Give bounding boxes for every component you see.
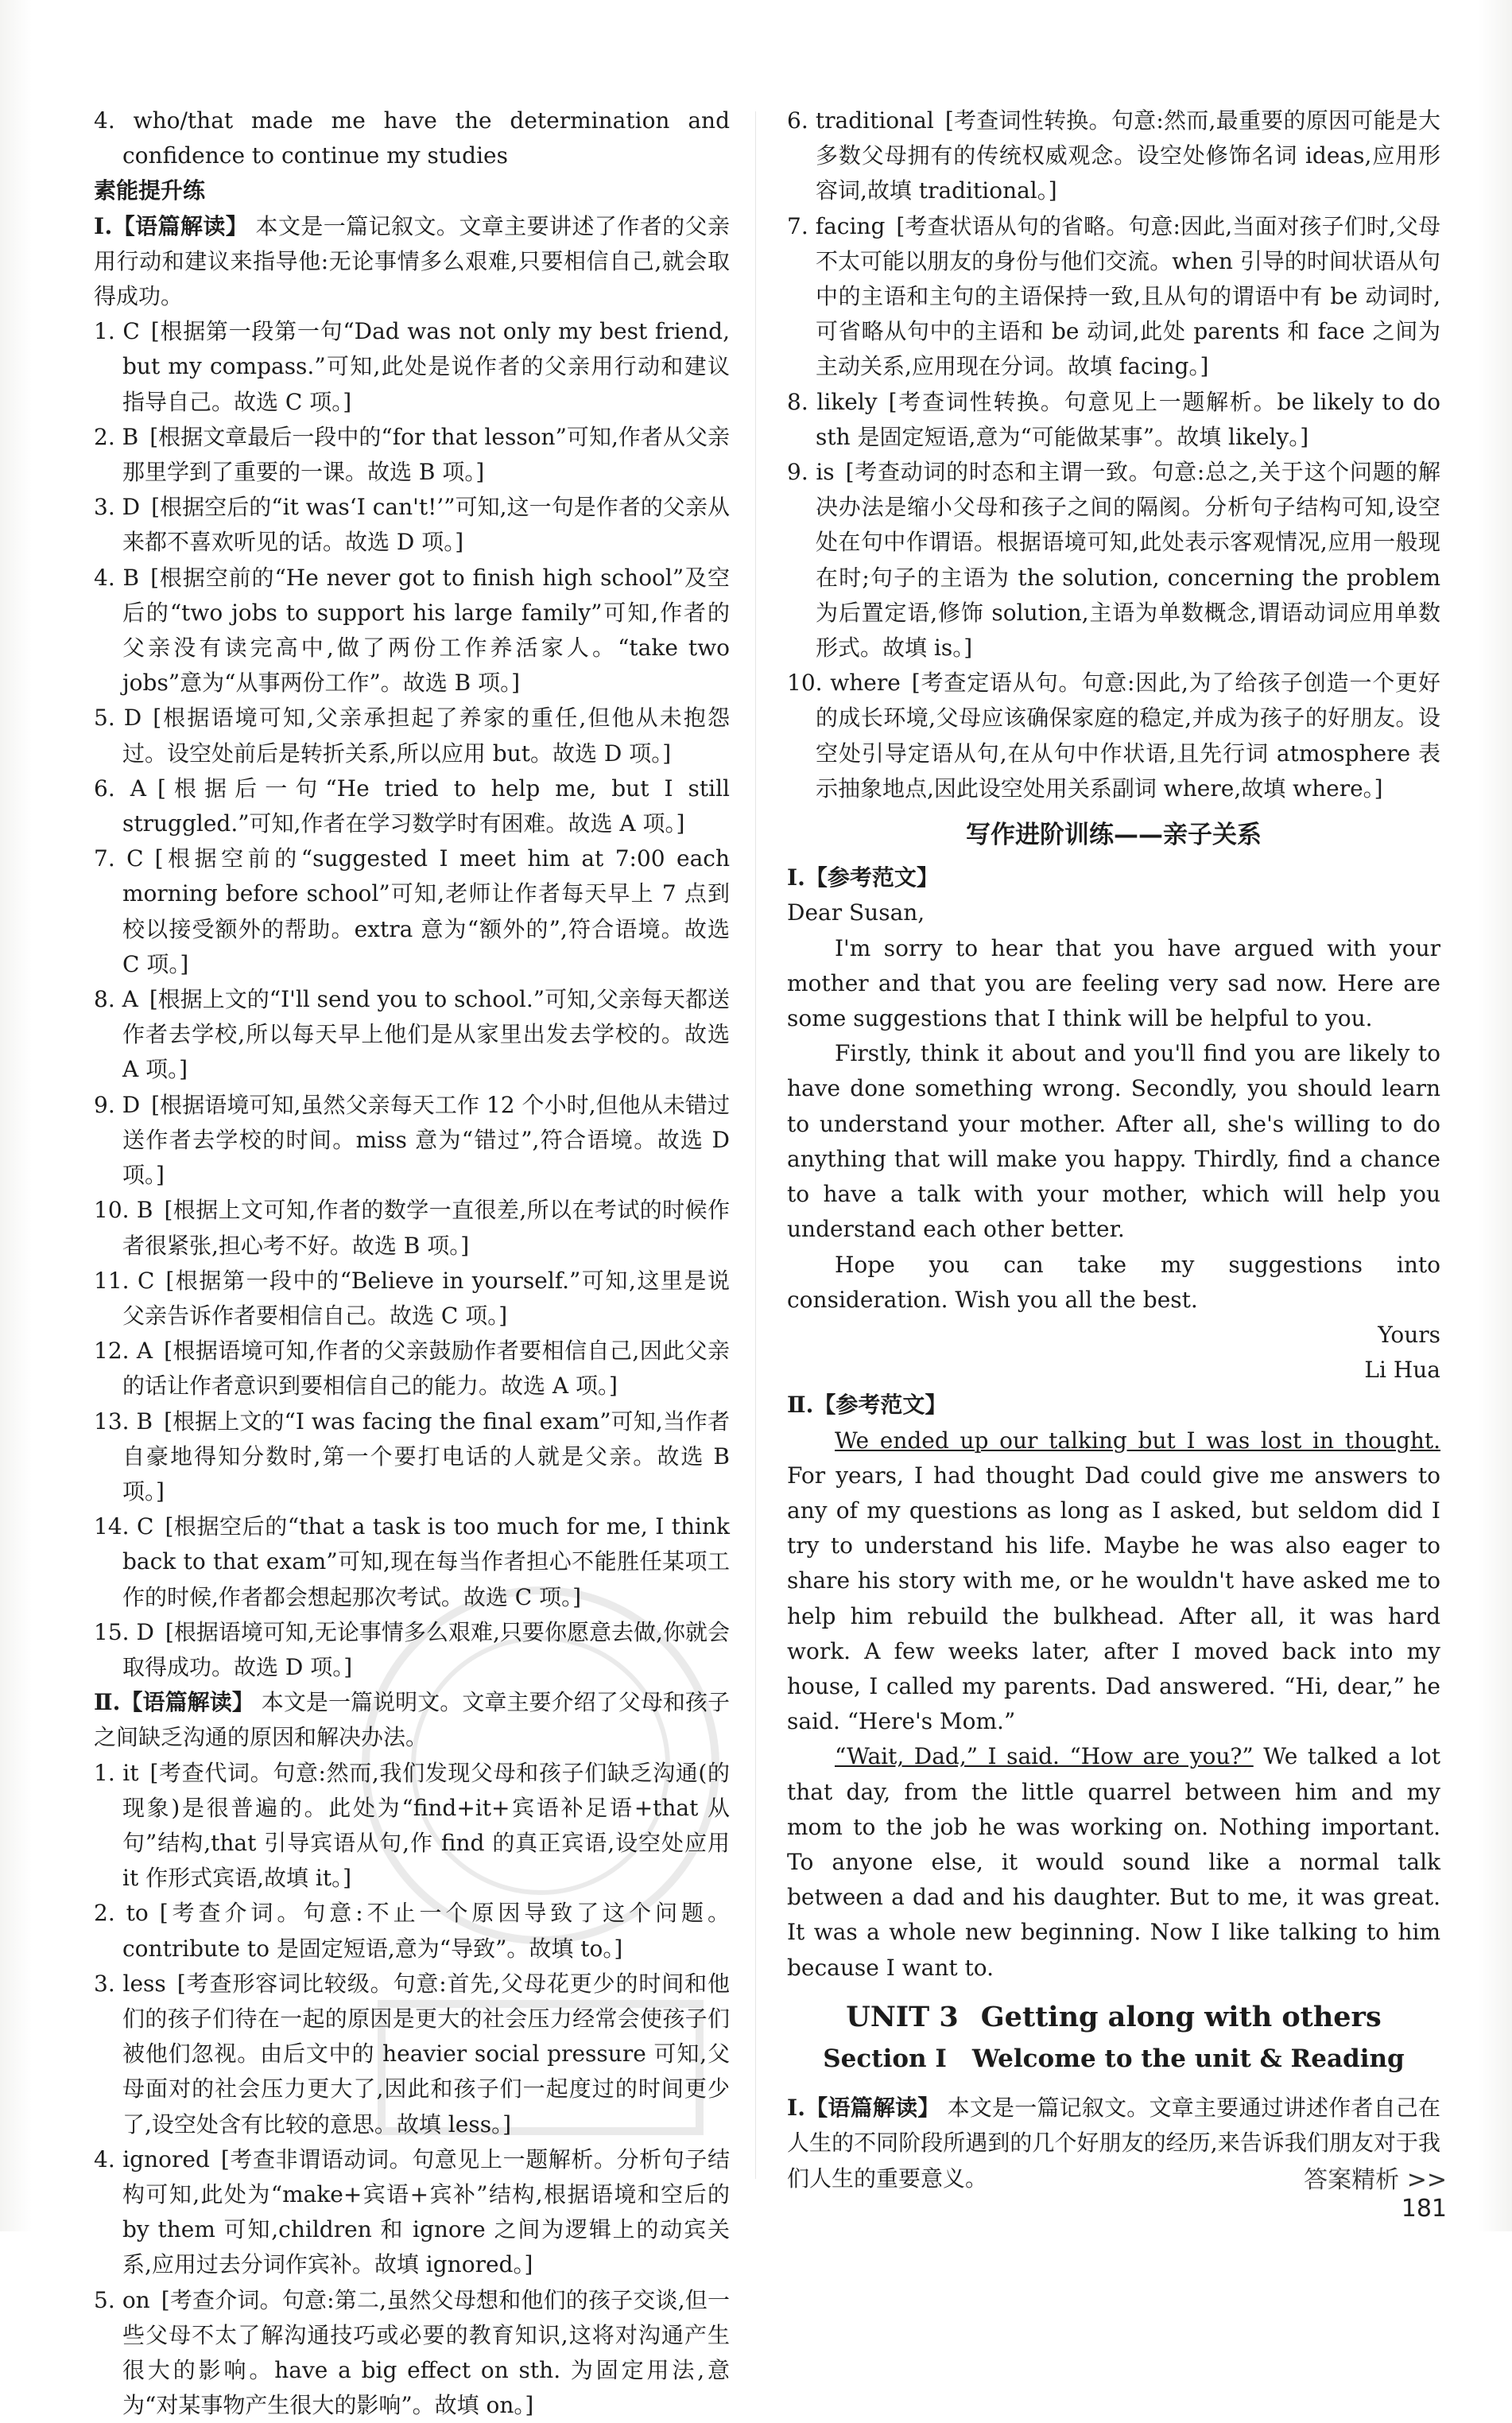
section-name: Welcome to the unit & Reading (971, 2044, 1405, 2073)
answer-key: C (126, 845, 144, 872)
item-number: 5. (94, 705, 115, 732)
answer-explanation: [根据后一句“He tried to help me, but I still struggled.”可知,作者在学习数学时有困难。故选 A 项。] (122, 775, 730, 837)
item-number: 11. (94, 1267, 130, 1294)
answer-item (94, 2142, 730, 2283)
answer-item (94, 561, 730, 701)
item-number: 14. (94, 1513, 130, 1540)
answer-key: C (137, 1513, 154, 1540)
item-number: 7. (94, 845, 115, 872)
sample-continuation (787, 1423, 1440, 1986)
item-number: 3. (94, 1970, 115, 1997)
item-number: 8. (94, 986, 115, 1013)
part1-answer-list (94, 314, 730, 1685)
answer-key: B (122, 423, 139, 450)
answer-item (94, 420, 730, 490)
section-title (787, 2041, 1440, 2076)
part2-intro (94, 1685, 730, 1755)
answer-item (94, 1756, 730, 1897)
item-number: 10. (787, 670, 823, 697)
answer-key: A (122, 986, 138, 1013)
item-text: who/that made me have the determination and confidence to continue my studies (122, 107, 731, 169)
item-number: 4. (94, 564, 115, 591)
answer-key: D (136, 1618, 154, 1645)
answer-explanation: [根据空后的“it was‘I can't!’”可知,这一句是作者的父亲从来都不喜欢听见的话。故选 D 项。] (122, 494, 730, 556)
answer-item (94, 1088, 730, 1194)
paragraph-text: For years, I had thought Dad could give me answers to any of my questions as long as I asked, but seldom did I try to understand his life. Maybe he was also eager to share his story with me, or he wouldn't have asked me to help him rebuild the bulkhead. After all, it was hard work. A few weeks later, after I moved back into my house, I called my parents. Dad answered. “Hi, dear,” he said. “Here's Mom.” (787, 1462, 1440, 1735)
answer-item (787, 209, 1440, 385)
answer-explanation: [考查介词。句意:不止一个原因导致了这个问题。contribute to 是固定短语,意为“导致”。故填 to。] (122, 1900, 730, 1962)
answer-item (94, 1334, 730, 1404)
underlined-sentence: We ended up our talking but I was lost in thought. (835, 1427, 1440, 1454)
answer-key: A (136, 1338, 153, 1365)
item-number: 7. (787, 212, 808, 239)
answer-key: B (136, 1197, 153, 1224)
unit-label: UNIT 3 (846, 2000, 959, 2033)
answer-explanation: [根据空后的“that a task is too much for me, I think back to that exam”可知,现在每当作者担心不能胜任某项工作的时候,作者都会想起那次考试。故选 C 项。] (122, 1513, 730, 1610)
item-number: 5. (94, 2286, 115, 2313)
part2-answer-list (94, 1756, 730, 2423)
answer-explanation: [根据第一段中的“Believe in yourself.”可知,这里是说父亲告诉作者要相信自己。故选 C 项。] (122, 1267, 730, 1329)
answer-item (94, 1967, 730, 2142)
item-number: 1. (94, 1759, 115, 1786)
footer-label: 答案精析 (1304, 2166, 1400, 2194)
underlined-sentence: “Wait, Dad,” I said. “How are you?” (835, 1743, 1254, 1770)
answer-explanation: [考查词性转换。句意:然而,最重要的原因可能是大多数父母拥有的传统权威观念。设空处修饰名词 ideas,应用形容词,故填 traditional。] (816, 107, 1440, 204)
page-number: 181 (1401, 2195, 1447, 2223)
answer-explanation: [考查代词。句意:然而,我们发现父母和孩子们缺乏沟通(的现象)是很普遍的。此处为“find+it+宾语补足语+that 从句”结构,that 引导宾语从句,作 find 的真正宾语,设空处应用 it 作形式宾语,故填 it。] (122, 1759, 730, 1892)
answer-explanation: [根据上文的“I'll send you to school.”可知,父亲每天都送作者去学校,所以每天早上他们是从家里出发去学校的。故选 A 项。] (122, 986, 730, 1083)
answer-explanation: [根据语境可知,作者的父亲鼓励作者要相信自己,因此父亲的话让作者意识到要相信自己的能力。故选 A 项。] (122, 1338, 731, 1400)
paragraph-text: We talked a lot that day, from the little quarrel between him and my mom to the job he was working on. Nothing important. To anyone else, it would sound like a normal talk between a dad and his daughter. But to me, it was great. It was a whole new beginning. Now I like talking to him because I want to. (787, 1743, 1440, 1981)
answer-item (94, 1264, 730, 1334)
answer-explanation: [根据上文的“I was facing the final exam”可知,当作者自豪地得知分数时,第一个要打电话的人就是父亲。故选 B 项。] (122, 1408, 730, 1505)
answer-explanation: [根据语境可知,无论事情多么艰难,只要你愿意去做,你就会取得成功。故选 D 项。] (122, 1618, 730, 1680)
answer-explanation: [考查状语从句的省略。句意:因此,当面对孩子们时,父母不太可能以朋友的身份与他们交流。when 引导的时间状语从句中的主语和主句的主语保持一致,且从句的谓语中有 be 动词时,可省略从句中的主语和 be 动词,此处 parents 和 face 之间为主动关系,应用现在分词。故填 facing。] (816, 212, 1440, 380)
answer-key: C (122, 318, 140, 345)
letter-signature: Li Hua (1364, 1357, 1440, 1384)
answer-explanation: [考查动词的时态和主谓一致。句意:总之,关于这个问题的解决办法是缩小父母和孩子之间的隔阂。分析句子结构可知,设空处在句中作谓语。根据语境可知,此处表示客观情况,应用一般现在时;句子的主语为 the solution, concerning the problem 为后置定语,修饰 solution,主语为单数概念,谓语动词应用单数形式。故填 is。] (816, 459, 1440, 662)
item-number: 8. (787, 388, 808, 415)
answer-item (94, 2283, 730, 2423)
column-divider (755, 111, 756, 2179)
letter-paragraph: I'm sorry to hear that you have argued with your mother and that you are feeling very sad now. Here are some suggestions that I think will be helpful to you. (787, 934, 1440, 1032)
letter-paragraph: Hope you can take my suggestions into consideration. Wish you all the best. (787, 1251, 1440, 1313)
answer-key: D (123, 705, 142, 732)
part-tag: Ⅱ.【语篇解读】 (94, 1689, 254, 1716)
answer-explanation: [根据上文可知,作者的数学一直很差,所以在考试的时候作者很紧张,担心考不好。故选 B 项。] (122, 1197, 730, 1259)
answer-key: B (136, 1408, 153, 1435)
part-tag: Ⅰ.【语篇解读】 (94, 212, 249, 239)
answer-explanation: [考查定语从句。句意:因此,为了给孩子创造一个更好的成长环境,父母应该确保家庭的稳定,并成为孩子的好朋友。设空处引导定语从句,在从句中作状语,且先行词 atmosphere 表示抽象地点,因此设空处用关系副词 where,故填 where。] (816, 670, 1440, 802)
left-column (94, 103, 730, 2423)
item-number: 15. (94, 1618, 130, 1645)
answer-key: A (130, 775, 146, 802)
answer-key: likely (816, 388, 878, 415)
part2-answer-list-continued (787, 103, 1440, 806)
answer-item (94, 701, 730, 771)
answer-key: less (122, 1970, 166, 1997)
answer-item (94, 1896, 730, 1966)
answer-explanation: [根据语境可知,父亲承担起了养家的重任,但他从未抱怨过。设空处前后是转折关系,所以应用 but。故选 D 项。] (122, 705, 730, 767)
part-intro-text: 本文是一篇说明文。文章主要介绍了父母和孩子之间缺乏沟通的原因和解决办法。 (94, 1689, 730, 1751)
sample-letter (787, 895, 1440, 1388)
letter-salutation: Dear Susan, (787, 899, 925, 926)
sample1-tag: Ⅰ.【参考范文】 (787, 864, 939, 891)
item-number: 6. (94, 775, 115, 802)
answer-item (787, 666, 1440, 806)
answer-key: C (137, 1267, 155, 1294)
unit-name: Getting along with others (980, 2000, 1382, 2033)
part-intro-text: 本文是一篇记叙文。文章主要讲述了作者的父亲用行动和建议来指导他:无论事情多么艰难,只要相信自己,就会取得成功。 (94, 212, 730, 310)
item-number: 2. (94, 423, 115, 450)
answer-item (94, 1615, 730, 1685)
answer-key: D (122, 1091, 141, 1118)
answer-item (787, 385, 1440, 455)
item-number: 10. (94, 1197, 130, 1224)
item-number: 9. (787, 459, 808, 486)
section-label: Section Ⅰ (823, 2044, 947, 2073)
answer-item (94, 1193, 730, 1263)
answer-explanation: [根据空前的“He never got to finish high school”及空后的“two jobs to support his large family”可知,作者的父亲没有读完高中,做了两份工作养活家人。“take two jobs”意为“从事两份工作”。故选 B 项。] (122, 564, 730, 697)
answer-explanation: [根据语境可知,虽然父亲每天工作 12 个小时,但他从未错过送作者去学校的时间。miss 意为“错过”,符合语境。故选 D 项。] (122, 1091, 730, 1189)
answer-key: on (122, 2286, 150, 2313)
answer-explanation: [根据第一段第一句“Dad was not only my best friend, but my compass.”可知,此处是说作者的父亲用行动和建议指导自己。故选 C 项。] (122, 318, 730, 415)
answer-explanation: [考查介词。句意:第二,虽然父母想和他们的孩子交谈,但一些父母不太了解沟通技巧或必要的教育知识,这将对沟通产生很大的影响。have a big effect on sth. 为固定用法,意为“对某事物产生很大的影响”。故填 on。] (122, 2286, 730, 2419)
answer-key: B (122, 564, 140, 591)
continuation-paragraph (787, 1423, 1440, 1740)
answer-item (94, 982, 730, 1088)
item-number: 12. (94, 1338, 130, 1365)
section-heading: 素能提升练 (94, 177, 206, 204)
answer-item (94, 771, 730, 841)
item-number: 3. (94, 494, 115, 521)
sample2-tag: Ⅱ.【参考范文】 (787, 1392, 948, 1419)
answer-key: it (122, 1759, 139, 1786)
answer-item (787, 455, 1440, 666)
writing-section-title: 写作进阶训练——亲子关系 (966, 821, 1262, 850)
answer-key: traditional (815, 107, 934, 134)
answer-item (787, 103, 1440, 209)
item-number: 9. (94, 1091, 115, 1118)
item-number: 2. (94, 1900, 115, 1927)
item-number: 13. (94, 1408, 130, 1435)
lead-item (94, 103, 730, 173)
answer-explanation: [根据文章最后一段中的“for that lesson”可知,作者从父亲那里学到了重要的一课。故选 B 项。] (122, 423, 731, 486)
answer-key: where (830, 670, 901, 697)
answer-item (94, 314, 730, 420)
answer-explanation: [考查词性转换。句意见上一题解析。be likely to do sth 是固定短语,意为“可能做某事”。故填 likely。] (816, 388, 1441, 450)
answer-key: is (816, 459, 835, 486)
item-number: 1. (94, 318, 115, 345)
continuation-paragraph (787, 1739, 1440, 1985)
letter-closing: Yours (1378, 1321, 1440, 1348)
answer-explanation: [考查非谓语动词。句意见上一题解析。分析句子结构可知,此处为“make+宾语+宾补”结构,根据语境和空后的 by them 可知,children 和 ignore 之间为逻辑上的动宾关系,应用过去分词作宾补。故填 ignored。] (122, 2145, 730, 2278)
answer-key: ignored (122, 2145, 210, 2173)
item-number: 4. (94, 107, 115, 134)
answer-key: D (122, 494, 141, 521)
answer-item (94, 1509, 730, 1615)
footer-arrows-icon: >> (1406, 2166, 1447, 2194)
answer-key: facing (815, 212, 886, 239)
answer-item (94, 1404, 730, 1510)
unit-title (787, 2000, 1440, 2035)
answer-key: to (126, 1900, 149, 1927)
part-tag: Ⅰ.【语篇解读】 (787, 2095, 940, 2122)
page-footer (1240, 2160, 1447, 2223)
letter-paragraph: Firstly, think it about and you'll find you are likely to have done something wrong. Secondly, you should learn to understand your mother. After all, she's willing to do anything that will make you happy. Thirdly, find a chance to have a talk with your mother, which will help you understand each other better. (787, 1040, 1440, 1243)
answer-item (94, 841, 730, 982)
item-number: 4. (94, 2145, 115, 2173)
part-intro-text: 本文是一篇记叙文。文章主要通过讲述作者自己在人生的不同阶段所遇到的几个好朋友的经历,来告诉我们朋友对于我们人生的重要意义。 (787, 2095, 1440, 2192)
item-number: 6. (787, 107, 808, 134)
part1-intro (94, 209, 730, 315)
answer-item (94, 490, 730, 560)
answer-explanation: [根据空前的“suggested I meet him at 7:00 each morning before school”可知,老师让作者每天早上 7 点到校以接受额外的帮助。extra 意为“额外的”,符合语境。故选 C 项。] (122, 845, 731, 977)
right-column (787, 103, 1440, 2196)
answer-explanation: [考查形容词比较级。句意:首先,父母花更少的时间和他们的孩子们待在一起的原因是更大的社会压力经常会使孩子们被他们忽视。由后文中的 heavier social pressure 可知,父母面对的社会压力更大了,因此和孩子们一起度过的时间更少了,设空处含有比较的意思。故填 less。] (122, 1970, 730, 2138)
